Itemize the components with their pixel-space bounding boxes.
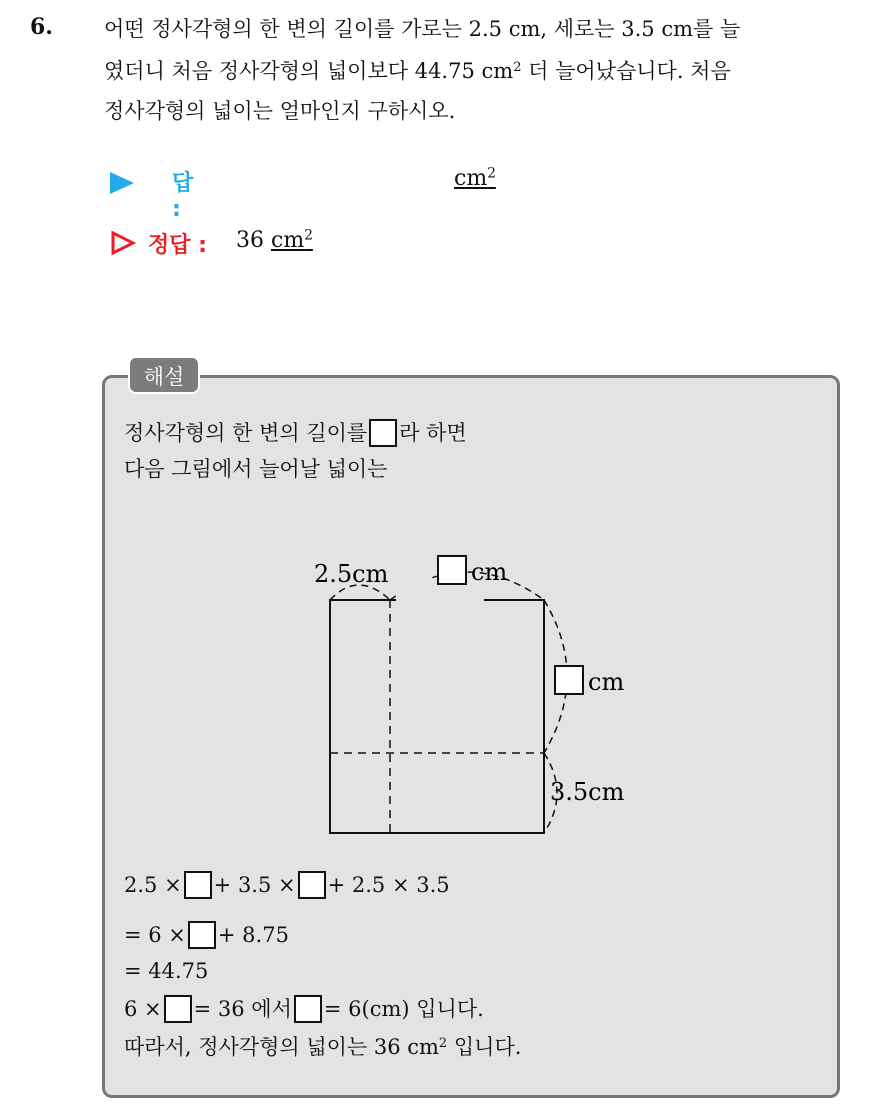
math-line-4: 6 × = 36 에서 = 6(cm) 입니다. [124,997,484,1021]
top-left-label: 2.5cm [314,560,389,588]
question-line-3: 정사각형의 넓이는 얼마인지 구하시오. [104,99,456,123]
blank-box [298,871,326,899]
correct-answer-value: 36 $cm^2$ [236,227,313,253]
solution-line-2: 다음 그림에서 늘어날 넓이는 [124,457,388,481]
math-line-1: 2.5 × + 3.5 × + 2.5 × 3.5 [124,873,450,897]
right-blank-box [555,666,583,694]
square-outline [330,600,544,833]
math-line-2: = 6 × + 8.75 [124,923,289,947]
top-blank-box [438,556,466,584]
outline-triangle-icon [110,230,136,256]
question-line-2: 였더니 처음 정사각형의 넓이보다 44.75 $cm^2$ 더 늘어났습니다. 처음 [104,59,731,83]
correct-answer-label: 정답 : [148,233,207,258]
answer-unit: $cm^2$ [454,165,496,191]
right-top-label: cm [588,668,625,696]
blank-box [164,995,192,1023]
question-line-1: 어떤 정사각형의 한 변의 길이를 가로는 2.5 cm, 세로는 3.5 cm를 늘 [104,17,741,41]
filled-triangle-icon [110,172,134,194]
square-diagram [300,548,660,848]
answer-label: 답 : [172,171,194,222]
solution-tab: 해설 [128,356,200,394]
top-right-label: cm [471,558,508,586]
blank-box [188,921,216,949]
solution-line-1: 정사각형의 한 변의 길이를 라 하면 [124,421,467,445]
blank-box [184,871,212,899]
blank-box [369,419,397,447]
question-number: 6. [30,14,53,40]
math-line-3: = 44.75 [124,959,209,983]
math-line-5: 따라서, 정사각형의 넓이는 36 $cm^2$ 입니다. [124,1035,522,1059]
right-bottom-label: 3.5cm [550,778,625,806]
blank-box [294,995,322,1023]
